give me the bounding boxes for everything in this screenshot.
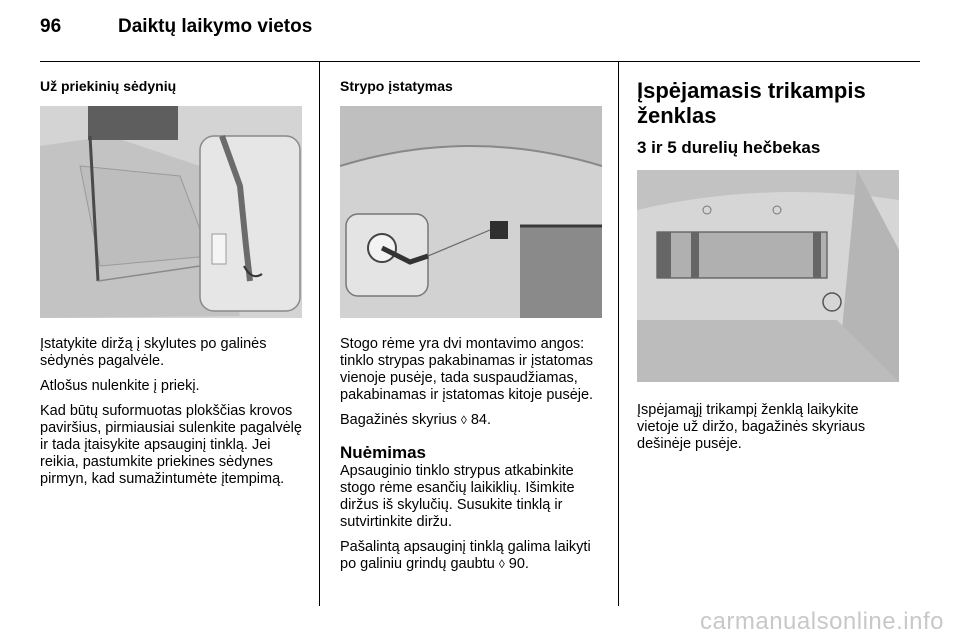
col1-paragraph-1: Įstatykite diržą į skylutes po galinės sėdynės pagalvėle. (40, 336, 267, 369)
page-title: Daiktų laikymo vietos (118, 16, 313, 37)
column-2 (340, 62, 602, 581)
col1-heading: Už priekinių sėdynių (40, 78, 177, 94)
col2-paragraph-1: Stogo rėme yra dvi montavimo angos: tinklo strypas pakabinamas ir įstatomas vienoje pusėje, tada suspaudžiamas, pakabinamas ir įstatomas kitoje pusėje. (340, 336, 594, 403)
column-1 (40, 62, 302, 496)
figure-seat-strap-drawing (40, 106, 302, 318)
figure-rod-install (340, 106, 602, 318)
ref1-page[interactable]: 84. (470, 412, 492, 428)
col3-paragraph: Įspėjamąjį trikampį ženklą laikykite vietoje už diržo, bagažinės skyriaus dešinėje pusėje. (637, 402, 866, 452)
section-subtitle-hatchback: 3 ir 5 durelių hečbekas (637, 138, 821, 157)
col1-paragraph-2: Atlošus nulenkite į priekį. (40, 378, 200, 394)
col2-removal-paragraph: Apsauginio tinklo strypus atkabinkite stogo rėme esančių laikiklių. Išimkite diržus iš skylučių. Susukite tinklą ir sutvirtinkite diržu. (340, 463, 575, 530)
page-header (40, 16, 312, 52)
col2-reference-1 (340, 412, 602, 429)
col2-reference-2 (340, 539, 602, 573)
figure-warning-triangle (637, 170, 899, 382)
page-number: 96 (40, 16, 62, 37)
ref2-page[interactable]: 90. (508, 556, 529, 572)
ref1-text: Bagažinės skyrius (340, 412, 457, 428)
figure-warning-triangle-drawing (637, 170, 899, 382)
column-divider-1 (319, 62, 320, 606)
section-heading-removal: Nuėmimas (340, 443, 426, 462)
figure-seat-strap (40, 106, 302, 318)
col2-heading: Strypo įstatymas (340, 78, 453, 94)
page-ref-arrow-icon: ◊ (460, 413, 467, 427)
col1-paragraph-3: Kad būtų suformuotas plokščias krovos paviršius, pirmiausiai sulenkite pagalvėlę ir tada įtaisykite apsauginį tinklą. Jei reikia, pastumkite priekines sėdynes pirmyn, kad sumažintumėte įtempimą. (40, 403, 302, 487)
figure-rod-install-drawing (340, 106, 602, 318)
section-title-warning-triangle: Įspėjamasis trikampis ženklas (637, 78, 866, 128)
page-ref-arrow-icon: ◊ (498, 557, 505, 571)
ref2-text: Pašalintą apsauginį tinklą galima laikyti po galiniu grindų gaubtu (340, 539, 591, 572)
watermark: carmanualsonline.info (700, 608, 944, 635)
column-3 (637, 62, 899, 461)
column-divider-2 (618, 62, 619, 606)
